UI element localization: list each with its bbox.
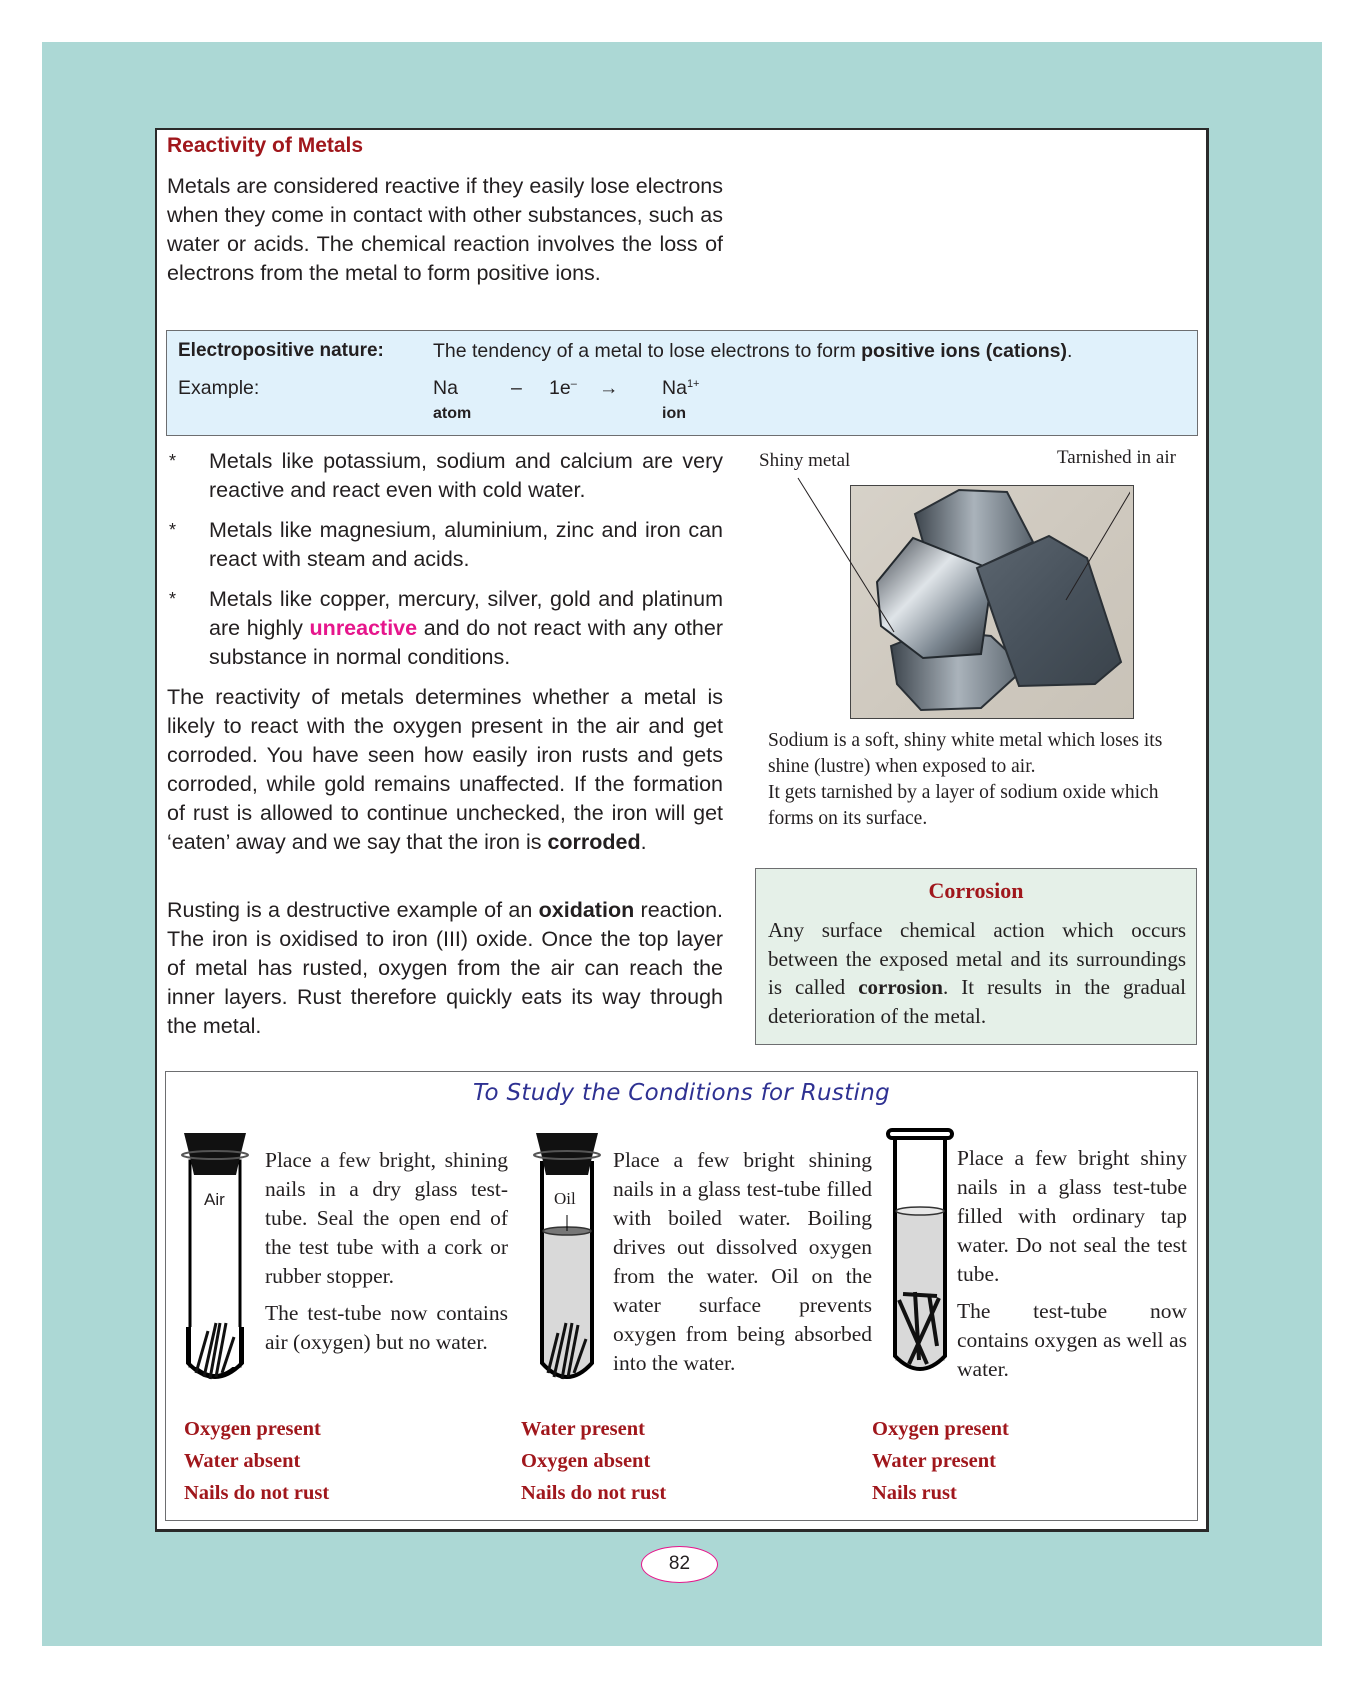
label-shiny-metal: Shiny metal [759, 450, 851, 471]
reactant-label: atom [433, 405, 472, 422]
list-item: * Metals like magnesium, aluminium, zinc and iron can react with steam and acids. [169, 518, 723, 571]
equation-electron: 1e– [549, 377, 577, 399]
photo-caption: Sodium is a soft, shiny white metal which loses its shine (lustre) when exposed to air. It gets tarnished by a layer of sodium oxide which forms on its surface. [768, 730, 1163, 829]
equation-product: $Na^{1+}$ [662, 377, 700, 399]
results-tube-2: Water present Oxygen absent Nails do not rust [521, 1418, 667, 1504]
list-item: * Metals like potassium, sodium and calcium are very reactive and react even with cold water. [169, 449, 723, 502]
section-heading: Reactivity of Metals [167, 134, 364, 157]
intro-paragraph: Metals are considered reactive if they easily lose electrons when they come in contact with other substances, such as water or acids. The chemical reaction involves the loss of electrons from the metal to form positive ions. [167, 174, 723, 285]
pointer-lines [790, 470, 1130, 650]
definition-label: Electropositive nature: [178, 340, 384, 361]
tube-label-air: Air [204, 1190, 225, 1209]
highlight-unreactive: unreactive [309, 616, 418, 640]
list-item: * Metals like copper, mercury, silver, gold and platinum are highly unreactive and do not react with any other substance in normal conditions. [169, 587, 723, 669]
reactivity-paragraph: The reactivity of metals determines whether a metal is likely to react with the oxygen present in the air and get corroded. You have seen how easily iron rusts and gets corroded, while gold remains unaffected. If the formation of rust is allowed to continue unchecked, the iron will get ‘eaten’ away and we say that the iron is corroded. [167, 685, 723, 854]
equation-reactant: Na [433, 377, 458, 399]
equation-arrow: → [599, 377, 619, 399]
equation-minus: – [511, 377, 522, 399]
results-tube-3: Oxygen present Water present Nails rust [872, 1418, 1009, 1504]
bullet-list [167, 447, 723, 683]
bullet-star: * [169, 520, 177, 540]
page-number: 82 [641, 1546, 718, 1583]
test-tube-air-icon [180, 1127, 250, 1392]
test-tube-open-icon [885, 1124, 955, 1379]
product-label: ion [662, 405, 686, 422]
tube-label-oil: Oil [554, 1189, 576, 1208]
example-label: Example: [178, 377, 260, 399]
experiment-title: To Study the Conditions for Rusting [473, 1080, 890, 1106]
bullet-star: * [169, 451, 177, 471]
bullet-star: * [169, 589, 177, 609]
label-tarnished: Tarnished in air [1057, 447, 1176, 468]
step-2-text: Place a few bright shining nails in a glass test-tube filled with boiled water. Boiling drives out dissolved oxygen from the water. Oil on the water surface prevents oxygen from being absorbed into the water. [613, 1148, 872, 1375]
results-tube-1: Oxygen present Water absent Nails do not rust [184, 1418, 330, 1504]
definition-text: The tendency of a metal to lose electrons to form positive ions (cations). [433, 340, 1073, 362]
step-3-text: Place a few bright shiny nails in a glass test-tube filled with ordinary tap water. Do not seal the test tube. The test-tube now contains oxygen as well as water. [957, 1146, 1187, 1381]
corrosion-definition: Any surface chemical action which occurs between the exposed metal and its surroundings is called corrosion. It results in the gradual deterioration of the metal. [768, 918, 1186, 1028]
corrosion-title: Corrosion [928, 878, 1024, 903]
test-tube-oil-icon [532, 1127, 602, 1392]
step-1-text: Place a few bright, shining nails in a dry glass test-tube. Seal the open end of the test tube with a cork or rubber stopper. The test-tube now contains air (oxygen) but no water. [265, 1148, 508, 1354]
rusting-paragraph: Rusting is a destructive example of an oxidation reaction. The iron is oxidised to iron (III) oxide. Once the top layer of metal has rusted, oxygen from the air can reach the inner layers. Rust therefore quickly eats its way through the metal. [167, 898, 723, 1038]
